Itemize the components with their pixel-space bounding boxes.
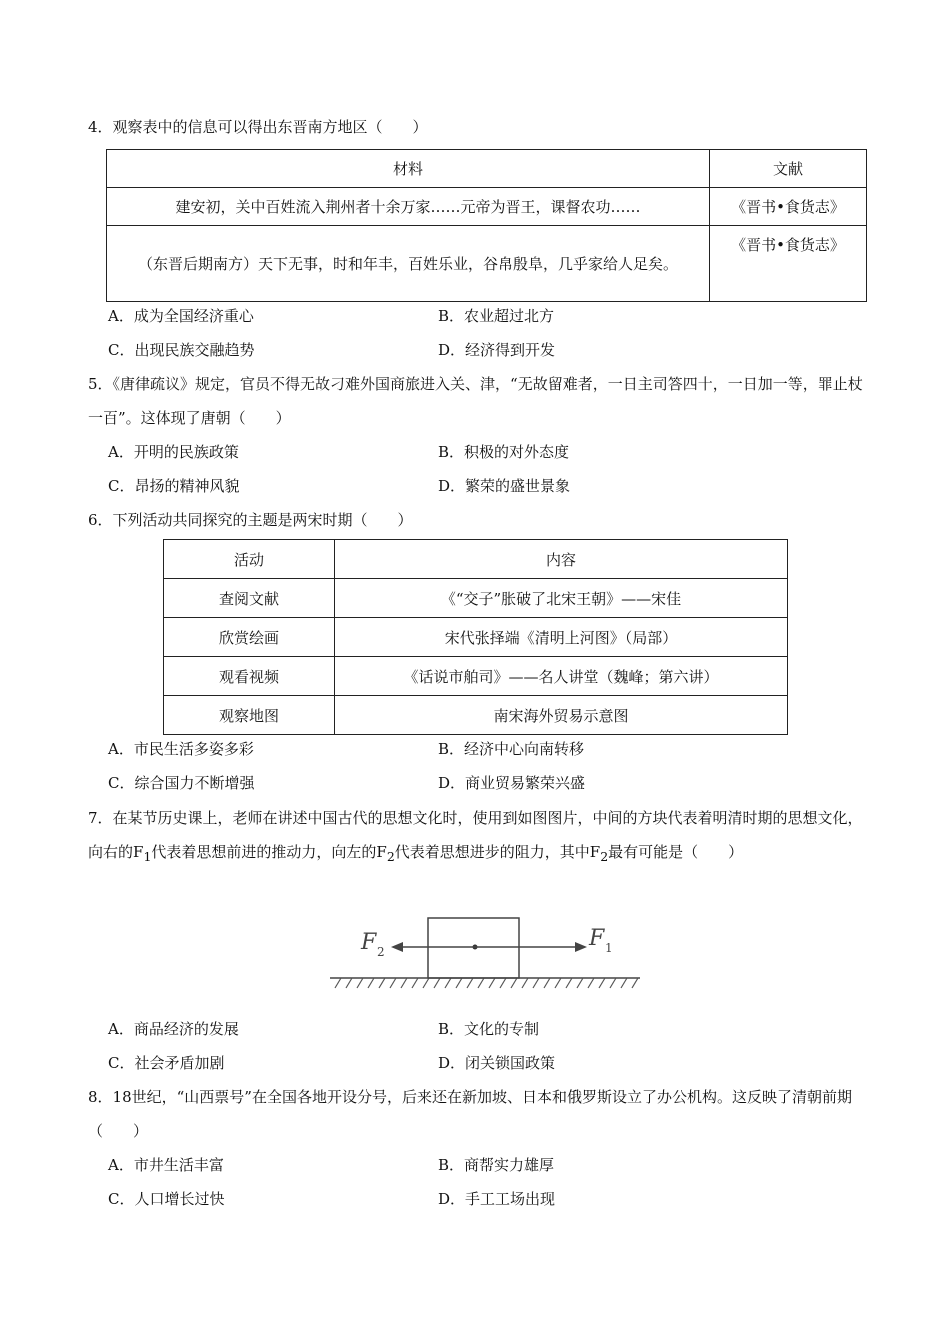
table-cell: 《晋书•食货志》 [710, 188, 867, 226]
table-cell: 《话说市舶司》——名人讲堂（魏峰；第六讲） [335, 657, 788, 696]
ground-hatch [522, 978, 528, 988]
question-7-text: 代表着思想进步的阻力，其中 [394, 843, 590, 861]
option-c[interactable]: C．昂扬的精神风貌 [108, 477, 240, 495]
option-c[interactable]: C．人口增长过快 [108, 1190, 225, 1208]
option-a[interactable]: A．市民生活多姿多彩 [108, 740, 254, 758]
table-cell: 欣赏绘画 [164, 618, 335, 657]
force-symbol: F [589, 843, 601, 861]
ground-hatch [467, 978, 473, 988]
ground-hatch [357, 978, 363, 988]
ground-hatch [610, 978, 616, 988]
option-a[interactable]: A．市井生活丰富 [108, 1156, 224, 1174]
ground-line [330, 978, 640, 988]
option-a[interactable]: A．成为全国经济重心 [108, 307, 254, 325]
table-cell: 《“交子”胀破了北宋王朝》——宋佳 [335, 579, 788, 618]
ground-hatch [456, 978, 462, 988]
option-a[interactable]: A．开明的民族政策 [108, 443, 239, 461]
option-c[interactable]: C．出现民族交融趋势 [108, 341, 255, 359]
ground-hatch [577, 978, 583, 988]
option-c[interactable]: C．综合国力不断增强 [108, 774, 255, 792]
question-6-stem: 6．下列活动共同探究的主题是两宋时期（ ） [88, 511, 413, 529]
ground-hatch [478, 978, 484, 988]
option-d[interactable]: D．闭关锁国政策 [438, 1054, 556, 1072]
table-cell: 观察地图 [164, 696, 335, 735]
question-6-table [163, 539, 788, 735]
f1-label: F [589, 926, 605, 951]
ground-hatch [566, 978, 572, 988]
table-cell: 南宋海外贸易示意图 [335, 696, 788, 735]
table-cell: 查阅文献 [164, 579, 335, 618]
question-8-stem: 8．18世纪，“山西票号”在全国各地开设分号，后来还在新加坡、日本和俄罗斯设立了办公机构。这反映了清朝前期（ ） [88, 1088, 852, 1140]
option-d[interactable]: D．繁荣的盛世景象 [438, 477, 571, 495]
table-header-cell: 材料 [107, 150, 710, 188]
force-subscript: 2 [386, 849, 395, 864]
ground-hatch [500, 978, 506, 988]
ground-hatch [368, 978, 374, 988]
arrow-head-right [575, 942, 587, 952]
table-cell: 观看视频 [164, 657, 335, 696]
table-header-cell: 活动 [164, 540, 335, 579]
question-7-text: 最有可能是（ ） [608, 843, 744, 861]
ground-hatch [335, 978, 341, 988]
question-7-stem [88, 801, 864, 874]
table-cell: 《晋书•食货志》 [710, 226, 867, 302]
table-header-cell: 内容 [335, 540, 788, 579]
ground-hatch [489, 978, 495, 988]
ground-hatch [599, 978, 605, 988]
force-subscript: 2 [600, 849, 609, 864]
option-b[interactable]: B．商帮实力雄厚 [438, 1156, 555, 1174]
ground-hatch [445, 978, 451, 988]
option-d[interactable]: D．经济得到开发 [438, 341, 556, 359]
ground-hatch [632, 978, 638, 988]
question-5-stem: 5．《唐律疏议》规定，官员不得无故刁难外国商旅进入关、津，“无故留难者，一日主司答四十，一日加一等，罪止杖一百”。这体现了唐朝（ ） [88, 375, 863, 427]
ground-hatch [379, 978, 385, 988]
question-7-text: 7．在某节历史课上，老师在讲述中国古代的思想文化时，使用到如图图片，中间的方块代表着明清时期的思想文化，向右的 [88, 809, 863, 861]
ground-hatch [412, 978, 418, 988]
option-d[interactable]: D．商业贸易繁荣兴盛 [438, 774, 586, 792]
ground-hatch [434, 978, 440, 988]
ground-hatch [544, 978, 550, 988]
f2-subscript: 2 [377, 945, 385, 959]
f2-label: F [361, 930, 377, 955]
question-4-table [106, 149, 867, 302]
ground-hatch [555, 978, 561, 988]
table-cell: （东晋后期南方）天下无事，时和年丰，百姓乐业，谷帛殷阜，几乎家给人足矣。 [107, 226, 710, 302]
table-cell: 建安初，关中百姓流入荆州者十余万家……元帝为晋王，课督农功…… [107, 188, 710, 226]
option-b[interactable]: B．文化的专制 [438, 1020, 540, 1038]
ground-hatch [511, 978, 517, 988]
force-symbol: F [133, 843, 144, 861]
ground-hatch [423, 978, 429, 988]
table-header-cell: 文献 [710, 150, 867, 188]
question-4-stem: 4．观察表中的信息可以得出东晋南方地区（ ） [88, 118, 428, 136]
arrow-head-left [391, 942, 403, 952]
option-b[interactable]: B．经济中心向南转移 [438, 740, 585, 758]
question-7-text: 代表着思想前进的推动力，向左的 [151, 843, 377, 861]
table-cell: 宋代张择端《清明上河图》（局部） [335, 618, 788, 657]
option-b[interactable]: B．积极的对外态度 [438, 443, 570, 461]
ground-hatch [621, 978, 627, 988]
ground-hatch [588, 978, 594, 988]
force-diagram [325, 910, 645, 1000]
option-a[interactable]: A．商品经济的发展 [108, 1020, 239, 1038]
force-symbol: F [376, 843, 387, 861]
option-d[interactable]: D．手工工场出现 [438, 1190, 556, 1208]
f1-subscript: 1 [605, 941, 613, 955]
force-subscript: 1 [143, 849, 152, 864]
ground-hatch [401, 978, 407, 988]
option-c[interactable]: C．社会矛盾加剧 [108, 1054, 225, 1072]
ground-hatch [390, 978, 396, 988]
ground-hatch [346, 978, 352, 988]
ground-hatch [533, 978, 539, 988]
option-b[interactable]: B．农业超过北方 [438, 307, 555, 325]
